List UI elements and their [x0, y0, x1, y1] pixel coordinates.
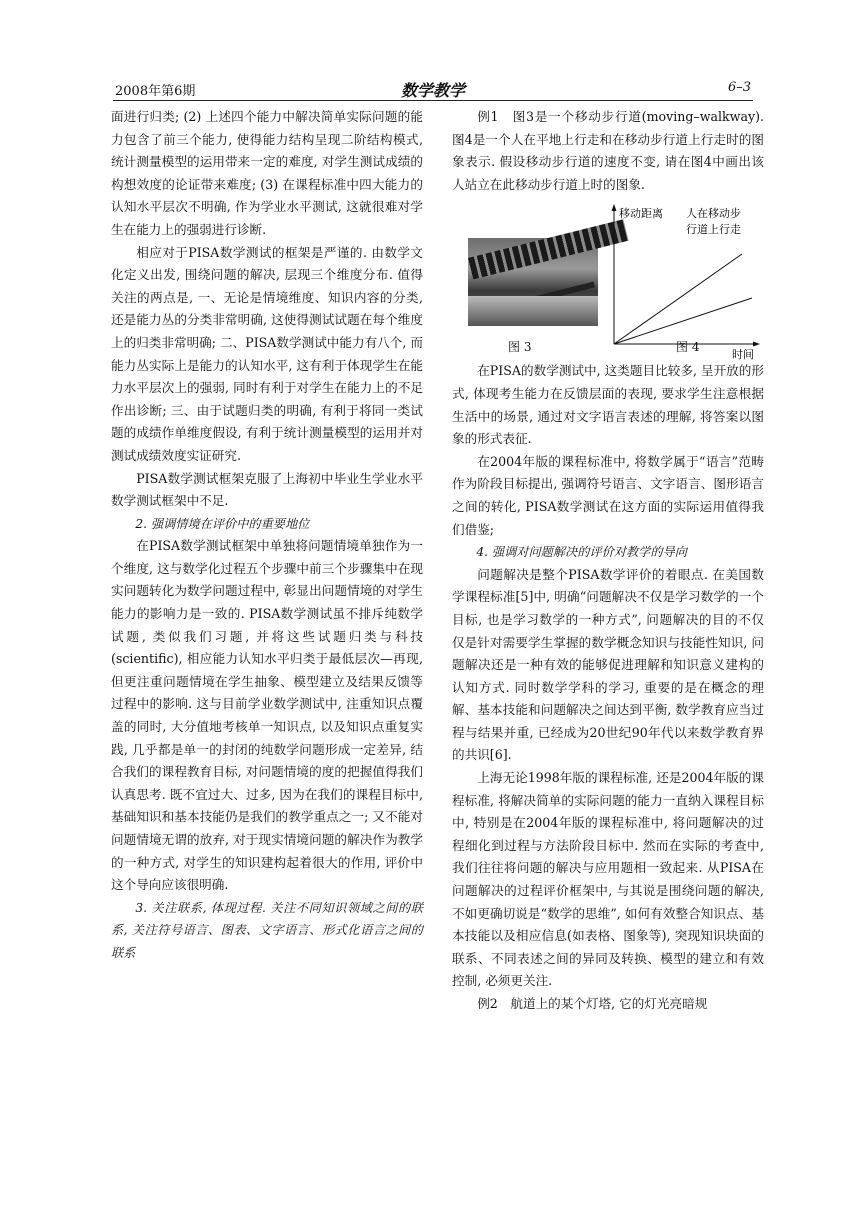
paragraph: 例2 航道上的某个灯塔, 它的灯光亮暗规	[477, 996, 708, 1011]
paragraph: 上海无论1998年版的课程标准, 还是2004年版的课程标准, 将解决简单的实际问题的能力一直纳入课程目标中, 特别是在2004年版的课程标准中, 将问题解决的过程细化到过程与方法阶段目标中. 然而在实际的考查中, 我们往往将问题的解决与应用题相一致起来. 从PISA在问题解决的过程评价框架中, 与其说是围绕问题的解决, 不如更确切说是“数学的思维”, 如何有效整合知识点、基本技能以及相应信息(如表格、图象等), 突现知识块面的联系、不同表述之间的异同及转换、模型的建立和有效控制, 必须更关注.	[452, 770, 764, 989]
line-label-2: 行道上行走	[686, 223, 741, 237]
paragraph: 面进行归类; (2) 上述四个能力中解决简单实际问题的能力包含了前三个能力, 使得能力结构呈现二阶结构模式, 统计测量模型的运用带来一定的难度, 对学生测试成绩的构想效度的论证带来难度; (3) 在课程标准中四大能力的认知水平层次不明确, 作为学业水平测试, 这就很难对学生在能力上的强弱进行诊断.	[111, 109, 423, 237]
x-axis-arrow	[753, 342, 760, 347]
page-number: 6–3	[727, 80, 751, 95]
moving-walkway-photo	[468, 238, 598, 326]
figure-4-caption: 图 4	[676, 340, 700, 355]
x-axis-label: 时间	[732, 348, 754, 362]
journal-title: 数学教学	[400, 81, 465, 100]
walkway-walking-line	[614, 254, 742, 344]
section-heading: 3. 关注联系, 体现过程. 关注不同知识领域之间的联系, 关注符号语言、图表、文字语言、形式化语言之间的联系	[111, 900, 423, 960]
paragraph: 在PISA数学测试框架中单独将问题情境单独作为一个维度, 这与数学化过程五个步骤中前三个步骤集中在现实问题转化为数学问题过程中, 彰显出问题情境的对学生能力的影响力是一致的. PISA数学测试虽不排斥纯数学试题, 类似我们习题, 并将这些试题归类与科技(scientific), 相应能力认知水平归类于最低层次—再现, 但更注重问题情境在学生抽象、模型建立及结果反馈等过程中的影响. 这与目前学业数学测试中, 注重知识点覆盖的同时, 大分值地考核单一知识点, 以及知识点重复实践, 几乎都是单一的封闭的纯数学问题形成一定差异, 结合我们的课程教育目标, 对问题情境的度的把握值得我们认真思考. 既不宜过大、过多, 因为在我们的课程目标中, 基础知识和基本技能仍是我们的教学重点之一; 又不能对问题情境无谓的放弃, 对于现实情境问题的解决作为教学的一种方式, 对学生的知识建构起着很大的作用, 评价中这个导向应该很明确.	[111, 538, 423, 893]
figure-row	[452, 202, 764, 362]
paragraph: 在PISA的数学测试中, 这类题目比较多, 呈开放的形式, 体现考生能力在反馈层面的表现, 要求学生注意根据生活中的场景, 通过对文字语言表述的理解, 将答案以图象的形式表征.	[452, 363, 764, 447]
issue-label: 2008年第6期	[115, 84, 196, 99]
left-column	[111, 106, 423, 965]
y-axis-arrow	[612, 204, 617, 211]
paragraph: 问题解决是整个PISA数学评价的着眼点. 在美国数学课程标准[5]中, 明确“问题解决不仅是学习数学的一个目标, 也是学习数学的一种方式”, 问题解决的目的不仅仅是针对需要学生掌握的数学概念知识与技能性知识, 问题解决还是一种有效的能够促进理解和知识意义建构的认知方式. 同时数学学科的学习, 重要的是在概念的理解、基本技能和问题解决之间达到平衡, 数学教育应当过程与结果并重, 已经成为20世纪90年代以来数学教育界的共识[6].	[452, 566, 764, 763]
line-label-1: 人在移动步	[686, 207, 741, 221]
right-column-bottom	[452, 360, 764, 1015]
y-axis-label: 移动距离	[619, 207, 663, 221]
paragraph: PISA数学测试框架克服了上海初中毕业生学业水平数学测试框架中不足.	[111, 470, 423, 509]
distance-time-graph	[606, 202, 762, 362]
paragraph: 在2004年版的课程标准中, 将数学属于“语言”范畴作为阶段目标提出, 强调符号语言、文字语言、图形语言之间的转化, PISA数学测试在这方面的实际运用值得我们借鉴;	[452, 453, 764, 537]
paragraph: 相应对于PISA数学测试的框架是严谨的. 由数学文化定义出发, 围绕问题的解决, 层现三个维度分布. 值得关注的两点是, 一、无论是情境维度、知识内容的分类, 还是能力丛的分类非常明确, 这使得测试试题在每个维度上的归类非常明确; 二、PISA数学测试中能力有八个, 而能力丛实际上是能力的认知水平, 这有利于体现学生在能力水平层次上的强弱, 同时有利于对学生在能力上的不足作出诊断; 三、由于试题归类的明确, 有利于将同一类试题的成绩作单维度假设, 有利于统计测量模型的运用并对测试成绩效度实证研究.	[111, 244, 423, 463]
section-heading: 4. 强调对问题解决的评价对教学的导向	[476, 545, 687, 560]
section-heading: 2. 强调情境在评价中的重要地位	[135, 516, 310, 531]
right-column	[452, 106, 764, 1016]
right-column-top	[452, 106, 764, 196]
paragraph: 例1 图3是一个移动步行道(moving–walkway). 图4是一个人在平地上行走和在移动步行道上行走时的图象表示. 假设移动步行道的速度不变, 请在图4中画出该人站立在此移动步行道上时的图象.	[452, 109, 764, 192]
running-header	[113, 78, 753, 101]
figure-3-caption: 图 3	[508, 340, 532, 355]
